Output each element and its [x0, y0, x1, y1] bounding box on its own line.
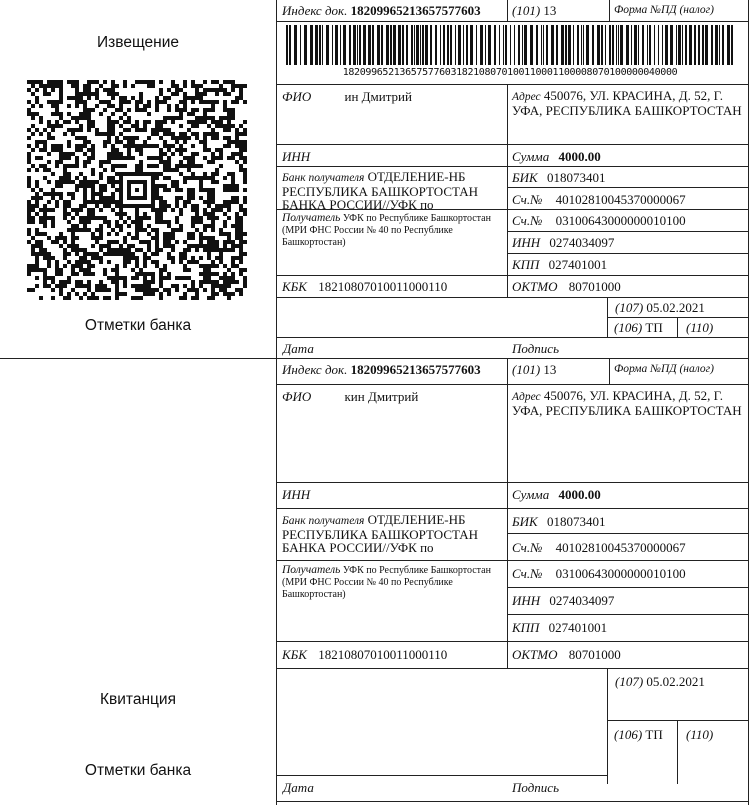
kbk-value: 18210807010011000110 — [318, 279, 448, 294]
bik-label: БИК — [512, 514, 538, 529]
kpp-field — [512, 257, 607, 273]
code-101-value: 13 — [543, 362, 557, 377]
fio-label: ФИО — [282, 389, 312, 404]
code-107-label: (107) — [615, 674, 644, 689]
account-value: 03100643000000010100 — [555, 213, 686, 228]
bik-value: 018073401 — [546, 170, 606, 185]
recipient-inn-value: 0274034097 — [549, 593, 615, 608]
address-field-receipt — [512, 389, 742, 417]
kpp-field-receipt — [512, 620, 607, 636]
oktmo-value: 80701000 — [568, 279, 621, 294]
signature-label: Подпись — [512, 341, 559, 356]
payer-inn-label: ИНН — [282, 149, 311, 164]
corr-account-label: Сч.№ — [512, 192, 543, 207]
sum-label: Сумма — [512, 487, 550, 502]
code-101-label: (101) — [512, 3, 541, 18]
barcode-image — [286, 25, 734, 65]
corr-account-value: 40102810045370000067 — [555, 192, 686, 207]
fio-field — [282, 89, 412, 105]
bik-field-receipt — [512, 514, 605, 530]
recipient-inn-label: ИНН — [512, 593, 541, 608]
receipt-title: Квитанция — [100, 691, 176, 708]
kpp-value: 027401001 — [548, 257, 608, 272]
recipient-value: УФК по Республике Башкортостан (МРИ ФНС России № 40 по Республике Башкортостан) — [282, 213, 491, 248]
code-106-field — [614, 320, 663, 336]
bank-marks-bottom-label: Отметки банка — [84, 762, 192, 779]
bank-field — [282, 170, 504, 211]
code-107-value: 05.02.2021 — [646, 300, 705, 315]
sum-value: 4000.00 — [558, 149, 601, 164]
kbk-value: 18210807010011000110 — [318, 647, 448, 662]
form-name-receipt: Форма №ПД (налог) — [614, 363, 714, 375]
bank-label: Банк получателя — [282, 515, 365, 527]
qr-code-image — [27, 80, 247, 300]
index-doc-field-receipt — [282, 362, 481, 378]
bank-value: ОТДЕЛЕНИЕ-НБ РЕСПУБЛИКА БАШКОРТОСТАН БАНКА РОССИИ//УФК по — [282, 512, 479, 555]
code-106-label: (106) — [614, 320, 643, 335]
oktmo-value: 80701000 — [568, 647, 621, 662]
bank-marks-top-label: Отметки банка — [84, 317, 192, 334]
kpp-label: КПП — [512, 620, 540, 635]
fio-value: кин Дмитрий — [344, 389, 419, 404]
oktmo-field-receipt — [512, 647, 621, 663]
code-107-field — [615, 300, 705, 316]
code-101-value: 13 — [543, 3, 557, 18]
recipient-label: Получатель — [282, 212, 341, 224]
bik-field — [512, 170, 605, 186]
code-110-label: (110) — [686, 320, 714, 335]
payer-inn-label-receipt: ИНН — [282, 487, 311, 502]
address-label: Адрес — [512, 391, 541, 403]
account-label: Сч.№ — [512, 213, 543, 228]
corr-account-field — [512, 192, 686, 208]
code-110-label-receipt: (110) — [686, 727, 714, 742]
recipient-inn-field — [512, 235, 614, 251]
recipient-field — [282, 212, 504, 249]
date-label-receipt: Дата — [283, 780, 314, 795]
oktmo-label: ОКТМО — [512, 279, 558, 294]
code-106-value: ТП — [645, 727, 663, 742]
recipient-inn-label: ИНН — [512, 235, 541, 250]
date-label: Дата — [283, 341, 314, 356]
code-101-field-receipt — [512, 362, 556, 378]
sum-field-receipt — [512, 487, 601, 503]
recipient-inn-field-receipt — [512, 593, 614, 609]
corr-account-label: Сч.№ — [512, 540, 543, 555]
index-doc-field — [282, 3, 481, 19]
code-101-field — [512, 3, 556, 19]
corr-account-field-receipt — [512, 540, 686, 556]
sum-label: Сумма — [512, 149, 550, 164]
address-value: 450076, УЛ. КРАСИНА, Д. 52, Г. УФА, РЕСПУБЛИКА БАШКОРТОСТАН — [512, 88, 742, 118]
index-doc-label: Индекс док. — [282, 3, 348, 18]
notice-title: Извещение — [97, 34, 179, 51]
kpp-label: КПП — [512, 257, 540, 272]
bank-field-receipt — [282, 513, 504, 554]
address-label: Адрес — [512, 91, 541, 103]
recipient-inn-value: 0274034097 — [549, 235, 615, 250]
address-value: 450076, УЛ. КРАСИНА, Д. 52, Г. УФА, РЕСПУБЛИКА БАШКОРТОСТАН — [512, 388, 742, 418]
code-107-label: (107) — [615, 300, 644, 315]
recipient-value: УФК по Республике Башкортостан (МРИ ФНС России № 40 по Республике Башкортостан) — [282, 565, 491, 600]
oktmo-label: ОКТМО — [512, 647, 558, 662]
form-name: Форма №ПД (налог) — [614, 4, 714, 16]
kbk-label: КБК — [282, 647, 307, 662]
kbk-label: КБК — [282, 279, 307, 294]
barcode-digits: 18209965213657577603182108070100110001100008070100000040000 — [342, 67, 678, 78]
recipient-field-receipt — [282, 564, 504, 601]
code-106-label: (106) — [614, 727, 643, 742]
index-doc-label: Индекс док. — [282, 362, 348, 377]
account-label: Сч.№ — [512, 566, 543, 581]
bik-label: БИК — [512, 170, 538, 185]
code-107-value: 05.02.2021 — [646, 674, 705, 689]
address-field — [512, 89, 742, 117]
account-field-receipt — [512, 566, 686, 582]
code-106-value: ТП — [645, 320, 663, 335]
recipient-label: Получатель — [282, 564, 341, 576]
code-101-label: (101) — [512, 362, 541, 377]
bank-value: ОТДЕЛЕНИЕ-НБ РЕСПУБЛИКА БАШКОРТОСТАН БАНКА РОССИИ//УФК по — [282, 169, 479, 212]
corr-account-value: 40102810045370000067 — [555, 540, 686, 555]
oktmo-field — [512, 279, 621, 295]
kbk-field-receipt — [282, 647, 447, 663]
fio-label: ФИО — [282, 89, 312, 104]
account-value: 03100643000000010100 — [555, 566, 686, 581]
fio-field-receipt — [282, 389, 418, 405]
fio-value: ин Дмитрий — [344, 89, 412, 104]
signature-label-receipt: Подпись — [512, 780, 559, 795]
bik-value: 018073401 — [546, 514, 606, 529]
bank-label: Банк получателя — [282, 172, 365, 184]
sum-value: 4000.00 — [558, 487, 601, 502]
code-107-field-receipt — [615, 674, 705, 690]
kbk-field — [282, 279, 447, 295]
account-field — [512, 213, 686, 229]
sum-field — [512, 149, 601, 165]
index-doc-value: 18209965213657577603 — [350, 3, 481, 18]
code-106-field-receipt — [614, 727, 663, 743]
kpp-value: 027401001 — [548, 620, 608, 635]
index-doc-value: 18209965213657577603 — [350, 362, 481, 377]
